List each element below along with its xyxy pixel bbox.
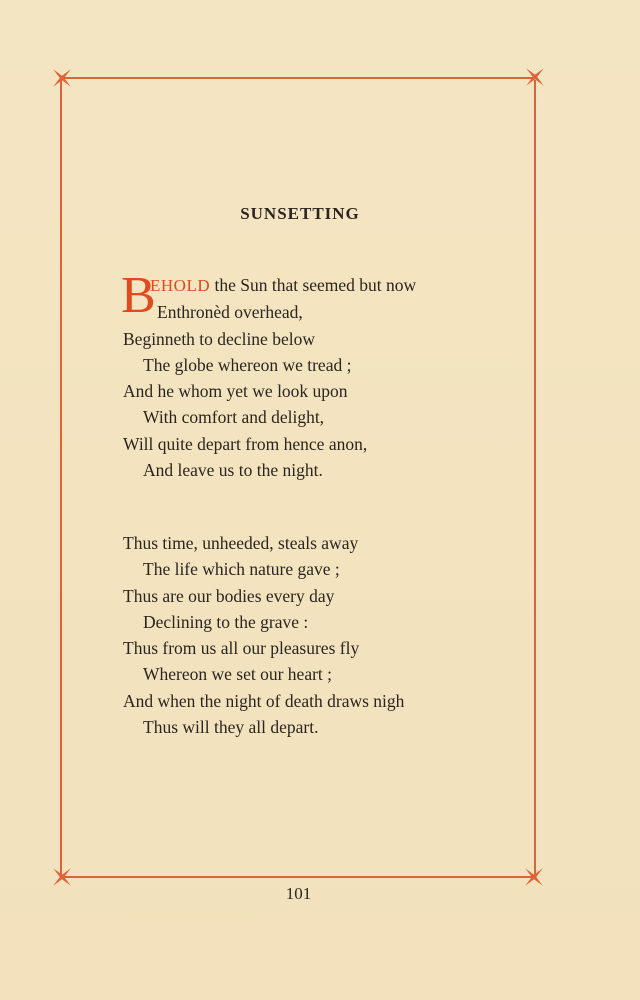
top-border-line: [62, 77, 534, 79]
poem-line: Thus are our bodies every day: [123, 585, 335, 606]
bottom-border-line: [62, 876, 534, 878]
cross-pattee-icon: [51, 67, 73, 89]
poem-line: Thus time, unheeded, steals away: [123, 533, 359, 553]
poem-line: Thus will they all depart.: [143, 717, 319, 738]
poem-line: And leave us to the night.: [143, 460, 323, 481]
poem-line: Will quite depart from hence anon,: [123, 433, 368, 454]
first-word-smallcaps: EHOLD: [150, 276, 211, 295]
poem-line: With comfort and delight,: [143, 407, 325, 428]
poem-line: Whereon we set our heart ;: [143, 664, 333, 685]
left-border-line: [60, 80, 62, 876]
cross-pattee-icon: [524, 66, 546, 88]
poem-line: The life which nature gave ;: [143, 559, 340, 580]
poem-title: SUNSETTING: [240, 204, 360, 223]
right-border-line: [534, 80, 536, 876]
drop-cap: B: [121, 267, 156, 324]
poem-line: Declining to the grave :: [143, 611, 309, 632]
poem-line: The globe whereon we tread ;: [143, 354, 352, 375]
stanza-1: [121, 267, 417, 483]
stanza-2: [123, 530, 404, 740]
poem-line: Beginneth to decline below: [123, 328, 315, 349]
page-number: 101: [285, 884, 312, 903]
poem-line: Thus from us all our pleasures fly: [123, 638, 360, 659]
poem-line: EHOLD the Sun that seemed but now: [150, 275, 417, 295]
poem-line: And he whom yet we look upon: [123, 381, 348, 402]
poem-line: Enthronèd overhead,: [157, 302, 303, 323]
poem-line: And when the night of death draws nigh: [123, 690, 405, 711]
